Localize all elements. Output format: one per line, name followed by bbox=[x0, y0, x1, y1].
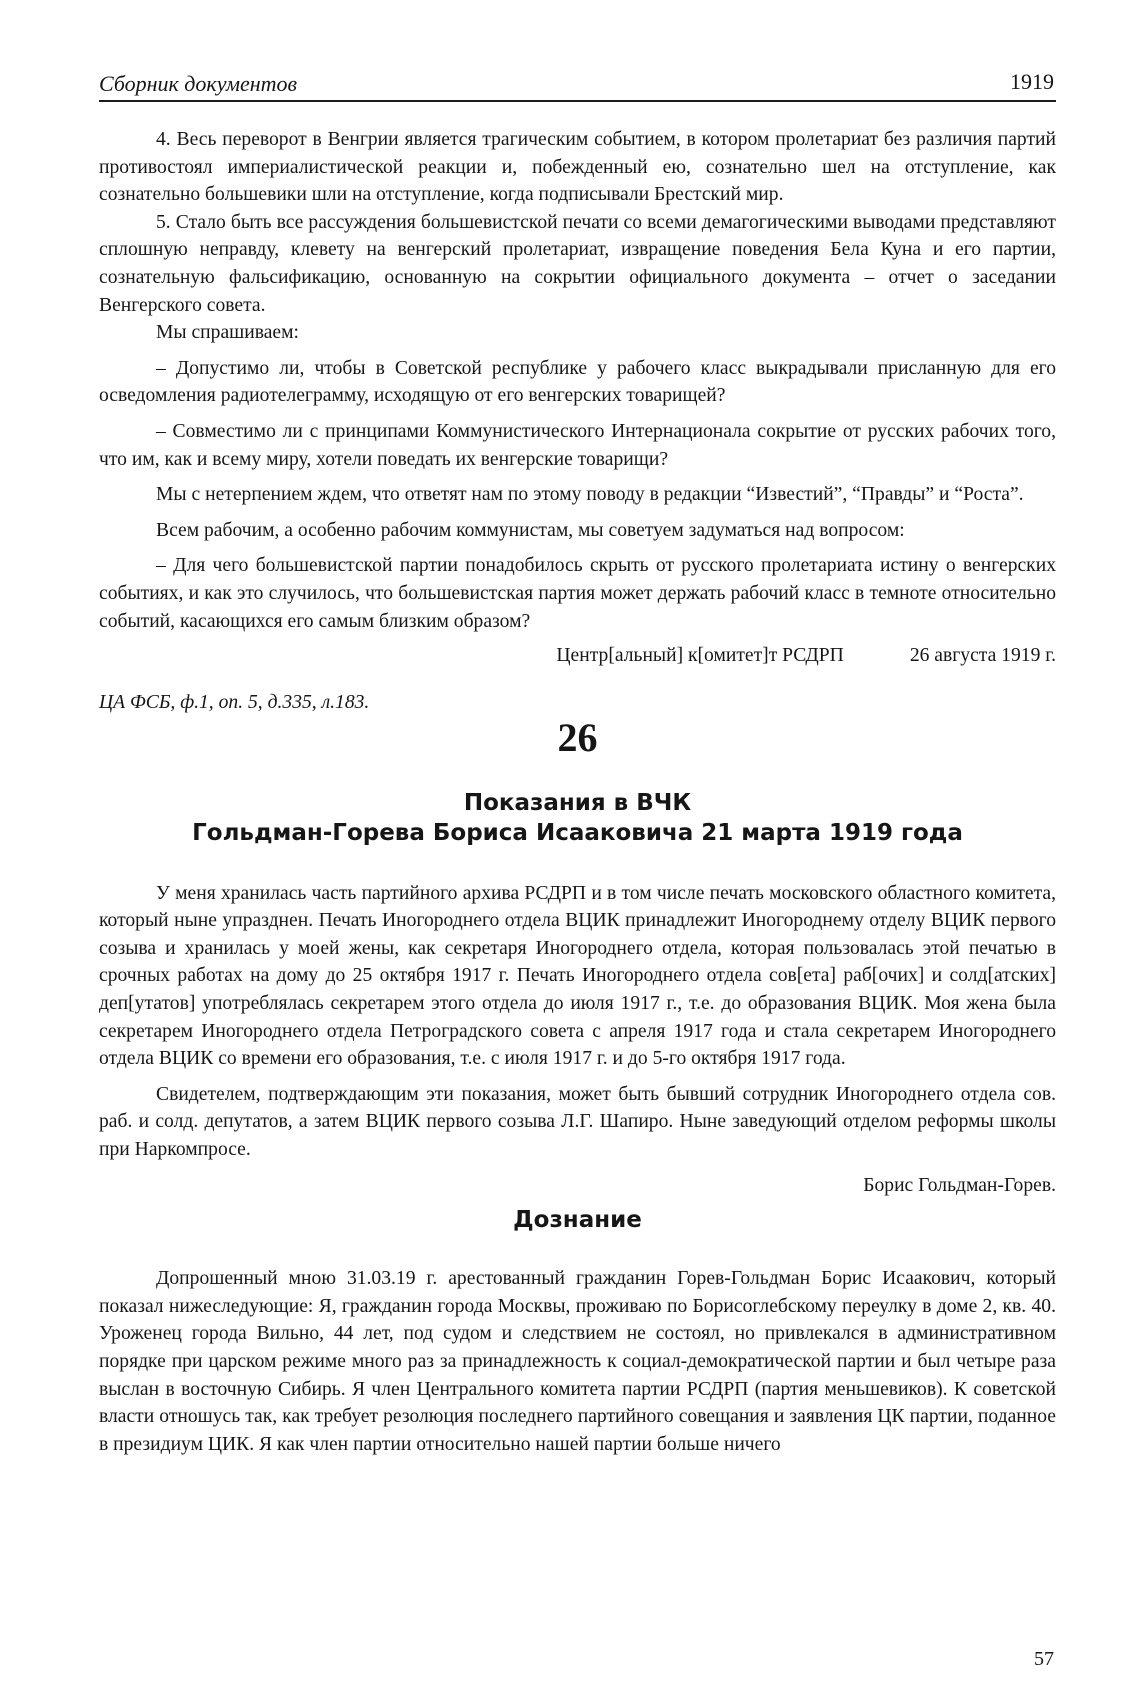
document-title-line-1: Показания в ВЧК bbox=[463, 789, 692, 816]
paragraph-question-3: – Для чего большевистской партии понадобилось скрыть от русского пролетариата истину о венгерских событиях, и как это случилось, что большевистская партия может держать рабочий класс в темноте относительно событий, касающихся его самым близким образом? bbox=[99, 555, 1056, 632]
signature-date: 26 августа 1919 г. bbox=[909, 645, 1056, 667]
header-year: 1919 bbox=[1010, 69, 1054, 94]
document-title-line-2: Гольдман-Горева Бориса Исааковича 21 марта 1919 года bbox=[192, 819, 963, 846]
testimony-paragraph-2: Свидетелем, подтверждающим эти показания, может быть бывший сотрудник Иногороднего отдела сов. раб. и солд. депутатов, а затем ВЦИК первого созыва Л.Г. Шапиро. Ныне заведующий отделом реформы школы при Наркомпросе. bbox=[99, 1083, 1056, 1161]
running-header bbox=[99, 64, 1056, 102]
paragraph-point-5: 5. Стало быть все рассуждения большевистской печати со всеми демагогическими выводами представляют сплошную неправду, клевету на венгерский пролетариат, извращение поведения Бела Куна и его партии, сознательную фальсификацию, основанную на сокрытии официального документа – отчет о заседании Венгерского совета. bbox=[99, 211, 1056, 316]
paragraph-advice: Всем рабочим, а особенно рабочим коммунистам, мы советуем задуматься над вопросом: bbox=[156, 519, 905, 541]
testimony-paragraph-1: У меня хранилась часть партийного архива РСДРП и в том числе печать московского областного комитета, который ныне упразднен. Печать Иногороднего отдела ВЦИК принадлежит Иногороднему отделу ВЦИК первого созыва и хранилась у моей жены, как секретаря Иногороднего отдела, которая пользовалась этой печатью в срочных работах на дому до 25 октября 1917 г. Печать Иногороднего отдела сов[ета] раб[очих] и солд[атских] деп[утатов] употреблялась секретарем этого отдела до июля 1917 г., т.е. до образования ВЦИК. Моя жена была секретарем Иногороднего отдела Петроградского совета с апреля 1917 года и стала секретарем Иногороднего отдела ВЦИК со времени его образования, т.е. с июля 1917 г. и до 5-го октября 1917 года. bbox=[99, 882, 1056, 1070]
inquiry-heading: Дознание bbox=[513, 1207, 642, 1234]
document-number: 26 bbox=[557, 714, 598, 760]
signature-committee: Центр[альный] к[омитет]т РСДРП bbox=[556, 645, 844, 667]
paragraph-point-4: 4. Весь переворот в Венгрии является трагическим событием, в котором пролетариат без различия партий противостоял империалистической реакции и, побежденный ею, сознательно шел на отступление, как сознательно большевики шли на отступление, когда подписывали Брестский мир. bbox=[99, 129, 1056, 206]
page-body bbox=[99, 126, 1056, 1458]
paragraph-question-1: – Допустимо ли, чтобы в Советской республике у рабочего класс выкрадывали присланную для его осведомления радиотелеграмму, исходящую от его венгерских товарищей? bbox=[99, 357, 1056, 407]
archive-and-number bbox=[99, 676, 1056, 788]
paragraph-we-ask: Мы спрашиваем: bbox=[156, 322, 299, 344]
page-number: 57 bbox=[1034, 1648, 1054, 1670]
header-book-title: Сборник документов bbox=[99, 71, 298, 96]
inquiry-paragraph-1: Допрошенный мною 31.03.19 г. арестованный гражданин Горев-Гольдман Борис Исаакович, который показал нижеследующие: Я, гражданин города Москвы, проживаю по Борисоглебскому переулку в доме 2, кв. 40. Уроженец города Вильно, 44 лет, под судом и следствием не состоял, но привлекался в административном порядке при царском режиме много раз за принадлежность к социал-демократической партии и был четыре раза выслан в восточную Сибирь. Я член Центрального комитета партии РСДРП (партия меньшевиков). К советской власти отношусь так, как требует резолюция последнего партийного совещания и заявления ЦК партии, поданное в президиум ЦИК. Я как член партии относительно нашей партии больше ничего bbox=[99, 1268, 1056, 1455]
testimony-signature: Борис Гольдман-Горев. bbox=[863, 1174, 1056, 1196]
paragraph-question-2: – Совместимо ли с принципами Коммунистического Интернационала сокрытие от русских рабочих того, что им, как и всему миру, хотели поведать их венгерские товарищи? bbox=[99, 420, 1056, 470]
paragraph-awaiting-answer: Мы с нетерпением ждем, что ответят нам по этому поводу в редакции “Известий”, “Правды” и “Роста”. bbox=[156, 484, 1024, 506]
archive-reference: ЦА ФСБ, ф.1, оп. 5, д.335, л.183. bbox=[99, 691, 370, 713]
signature-line bbox=[99, 642, 1056, 670]
